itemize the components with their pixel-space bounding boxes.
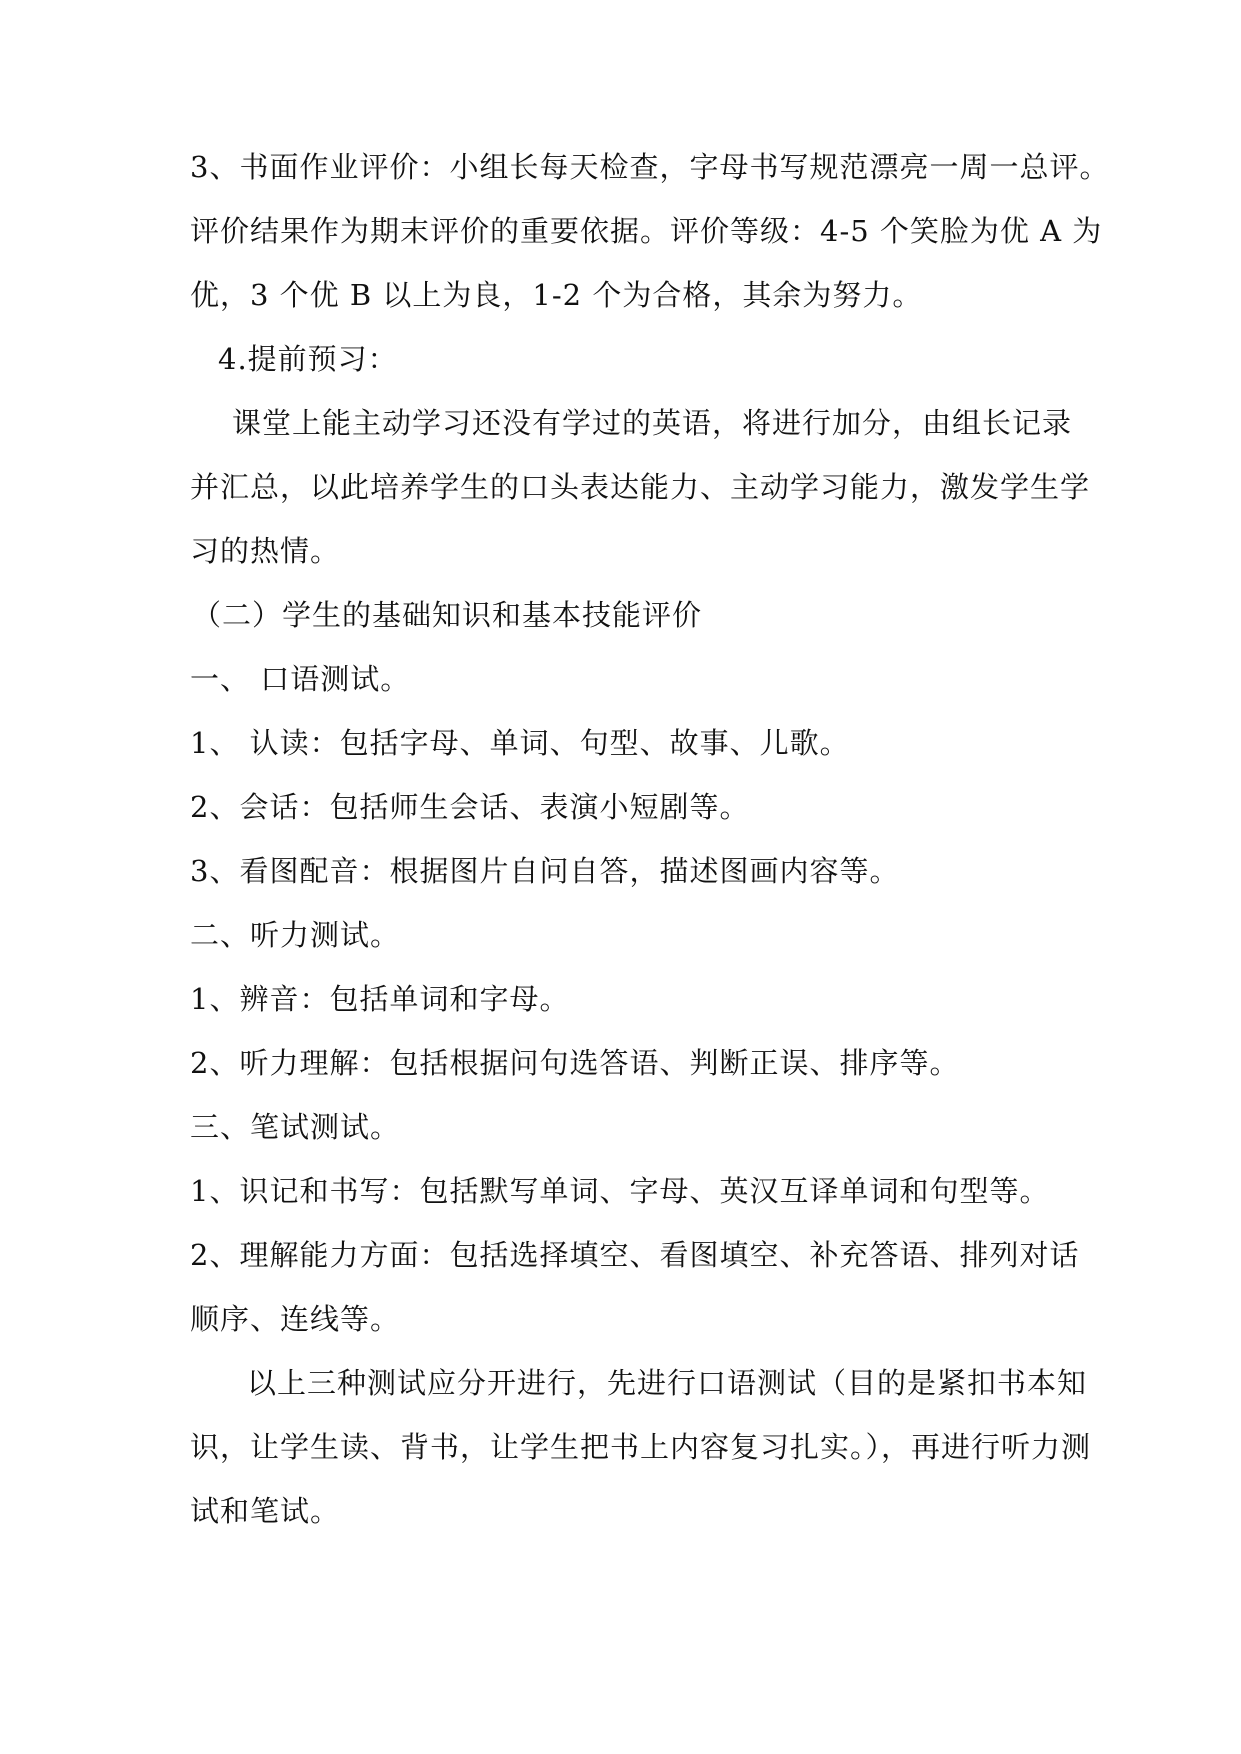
- section-heading: 4.提前预习：: [218, 342, 398, 376]
- list-item: 2、听力理解：包括根据问句选答语、判断正误、排序等。: [190, 1046, 960, 1080]
- paragraph-line: 试和笔试。: [190, 1494, 341, 1528]
- paragraph-line: 3、书面作业评价：小组长每天检查，字母书写规范漂亮一周一总评。: [190, 150, 1110, 184]
- paragraph-line: 评价结果作为期末评价的重要依据。评价等级：4-5 个笑脸为优 A 为: [190, 214, 1103, 248]
- paragraph-line: 课堂上能主动学习还没有学过的英语，将进行加分，由组长记录: [232, 406, 1073, 440]
- section-heading: 三、笔试测试。: [190, 1110, 401, 1144]
- paragraph-line: 以上三种测试应分开进行，先进行口语测试（目的是紧扣书本知: [247, 1366, 1088, 1400]
- section-heading: 二、听力测试。: [190, 918, 401, 952]
- paragraph-line: 优，3 个优 B 以上为良，1-2 个为合格，其余为努力。: [190, 278, 923, 312]
- paragraph-line: 顺序、连线等。: [190, 1302, 401, 1336]
- list-item: 2、理解能力方面：包括选择填空、看图填空、补充答语、排列对话: [190, 1238, 1080, 1272]
- paragraph-line: 习的热情。: [190, 534, 341, 568]
- paragraph-line: 并汇总，以此培养学生的口头表达能力、主动学习能力，激发学生学: [190, 470, 1091, 504]
- section-heading: 一、 口语测试。: [190, 662, 411, 696]
- paragraph-line: 识，让学生读、背书，让学生把书上内容复习扎实。），再进行听力测: [190, 1430, 1092, 1464]
- section-heading: （二）学生的基础知识和基本技能评价: [192, 598, 703, 632]
- list-item: 1、辨音：包括单词和字母。: [190, 982, 570, 1016]
- list-item: 1、 认读：包括字母、单词、句型、故事、儿歌。: [190, 726, 850, 760]
- list-item: 3、看图配音：根据图片自问自答，描述图画内容等。: [190, 854, 900, 888]
- list-item: 2、会话：包括师生会话、表演小短剧等。: [190, 790, 750, 824]
- list-item: 1、识记和书写：包括默写单词、字母、英汉互译单词和句型等。: [190, 1174, 1050, 1208]
